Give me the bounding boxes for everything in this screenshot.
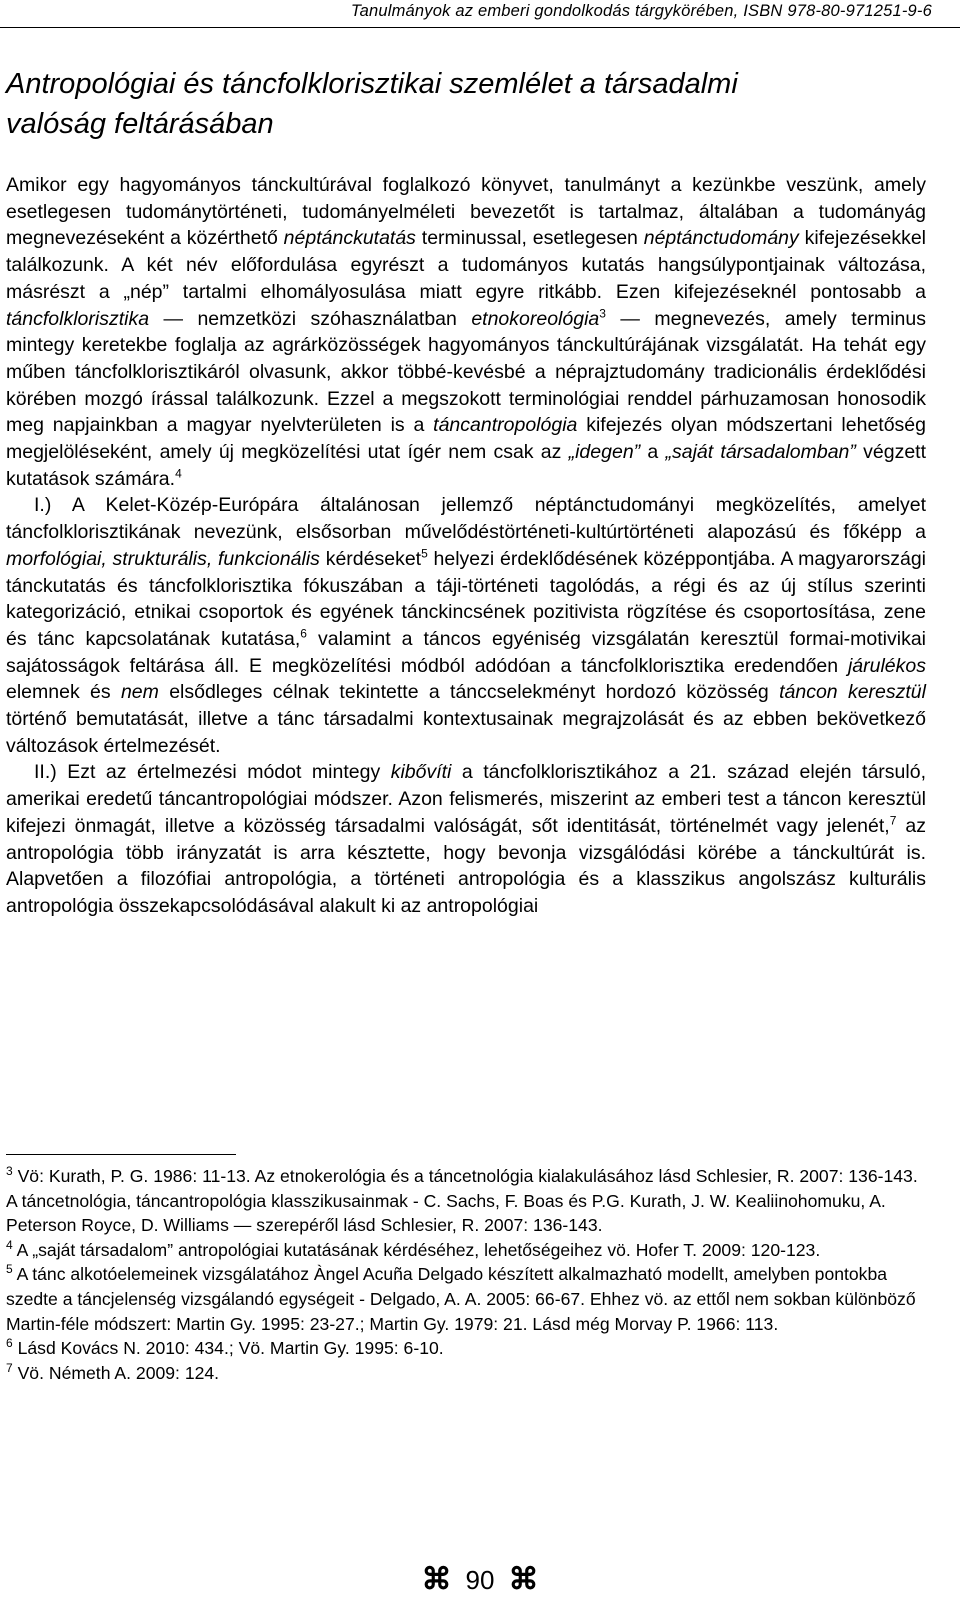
- footnote: $^6$ Lásd Kovács N. 2010: 434.; Vö. Martin Gy. 1995: 6-10.: [6, 1336, 444, 1359]
- footnote-ref-4: 4: [175, 466, 182, 481]
- paragraph-section-2: II.) Ezt az értelmezési módot mintegy kibővíti a táncfolklorisztikához a 21. század elején társuló, amerikai eredetű táncantropológiai módszer. Azon felismerés, miszerint az emberi test a táncon keresztül kifejezi önmagát, illetve a közösség társadalmi valóságát, sőt identitását, történelmét vagy jelenét,$^7$ az antropológia több irányzatát is arra késztette, hogy bevonja vizsgálódási körébe a tánckultúrát is. Alapvetően a filozófiai antropológia, a történeti antropológia és a klasszikus angolszász kulturális antropológia összekapcsolódásával alakult ki az antropológiai: [6, 761, 926, 917]
- command-symbol-icon: ⌘: [508, 1563, 539, 1596]
- header-rule: [0, 27, 960, 28]
- footnote: $^7$ Vö. Németh A. 2009: 124.: [6, 1360, 220, 1383]
- paragraph-section-1: I.) A Kelet-Közép-Európára általánosan jellemző néptánctudományi megközelítés, amelyet táncfolklorisztikának nevezünk, elsősorban művelődéstörténeti-kultúrtörténeti alapozású és főképp a morfológiai, strukturális, funkcionális kérdéseket$^5$ helyezi érdeklődésének középpontjába. A magyarországi tánckutatás és táncfolklorisztika fókuszában a táji-történeti tagolódás, a régi és az új stílus szerinti kategorizáció, etnikai csoportok és egyének tánckincsének pozitivista rögzítése és csoportosítása, zene és tánc kapcsolatának kutatása,$^6$ valamint a táncos egyéniség vizsgálatán keresztül formai-motivikai sajátosságok feltárása áll. E megközelítési módból adódóan a táncfolklorisztika eredendően járulékos elemnek és nem elsődleges célnak tekintette a tánccselekményt hordozó közösség táncon keresztül történő bemutatását, illetve a tánc társadalmi kontextusainak megrajzolását és az ebben bekövetkező változások értelmezését.: [6, 494, 926, 757]
- footnote-ref-3: 3: [599, 306, 606, 321]
- title-line-1: Antropológiai és táncfolklorisztikai szemlélet a társadalmi: [6, 68, 738, 100]
- paragraph-intro: Amikor egy hagyományos tánckultúrával foglalkozó könyvet, tanulmányt a kezünkbe veszünk, amely esetlegesen tudománytörténeti, tudományelméleti bevezetőt is tartalmaz, általában a tudományág megnevezéseként a közérthető néptánckutatás terminussal, esetlegesen néptánctudomány kifejezésekkel találkozunk. A két név előfordulása egyrészt a tudományos kutatás hangsúlypontjainak változása, másrészt a „nép” tartalmi elhomályosulása miatt egyre ritkább. Ezen kifejezéseknél pontosabb a táncfolklorisztika — nemzetközi szóhasználatban etnokoreológia$^3$ — megnevezés, amely terminus mintegy keretekbe foglalja az agrárközösségek hagyományos tánckultúrájának vizsgálatát. Ha tehát egy műben táncfolklorisztikáról olvasunk, akkor többé-kevésbé a néprajztudomány tradicionális érdeklődési körében mozgó írással találkozunk. Ezzel a megszokott terminológiai renddel párhuzamosan honosodik meg napjainkban a magyar nyelvterületen is a táncantropológia kifejezés olyan módszertani lehetőség megjelöléseként, amely új megközelítési utat ígér nem csak az „idegen” a „saját társadalomban” végzett kutatások számára.$^4$: [6, 174, 927, 490]
- footnote-separator: [6, 1154, 236, 1155]
- footnote-ref-7: 7: [889, 813, 897, 828]
- footnote-ref-5: 5: [421, 546, 428, 561]
- footnote-ref-6: 6: [300, 626, 307, 641]
- footnote: $^3$ Vö: Kurath, P. G. 1986: 11-13. Az etnokerológia és a táncetnológia kialakulásához lásd Schlesier, R. 2007: 136-143. A táncetnológia, táncantropológia klasszikusainmak - C. Sachs, F. Boas és P.G. Kurath, J. W. Kealiinohomuku, A. Peterson Royce, D. Williams — szerepéről lásd Schlesier, R. 2007: 136-143.: [6, 1164, 918, 1236]
- command-symbol-icon: ⌘: [421, 1563, 452, 1596]
- page-footer: [0, 1562, 960, 1597]
- footnotes: [6, 1164, 930, 1385]
- page-number: 90: [465, 1565, 495, 1595]
- footnote: $^4$ A „saját társadalom” antropológiai kutatásának kérdéséhez, lehetőségeihez vö. Hofer T. 2009: 120-123.: [6, 1237, 821, 1260]
- footnote: $^5$ A tánc alkotóelemeinek vizsgálatához Àngel Acuña Delgado készített alkalmazható modellt, amelyben pontokba szedte a táncjelenség vizsgálandó egységeit - Delgado, A. A. 2005: 66-67. Ehhez vö. az ettől nem sokban különböző Martin-féle módszert: Martin Gy. 1995: 23-27.; Martin Gy. 1979: 21. Lásd még Morvay P. 1966: 113.: [6, 1262, 916, 1334]
- running-header: Tanulmányok az emberi gondolkodás tárgykörében, ISBN 978-80-971251-9-6: [350, 2, 932, 20]
- title-line-2: valóság feltárásában: [6, 108, 274, 140]
- page-title: [6, 64, 926, 144]
- body-text: [6, 172, 926, 920]
